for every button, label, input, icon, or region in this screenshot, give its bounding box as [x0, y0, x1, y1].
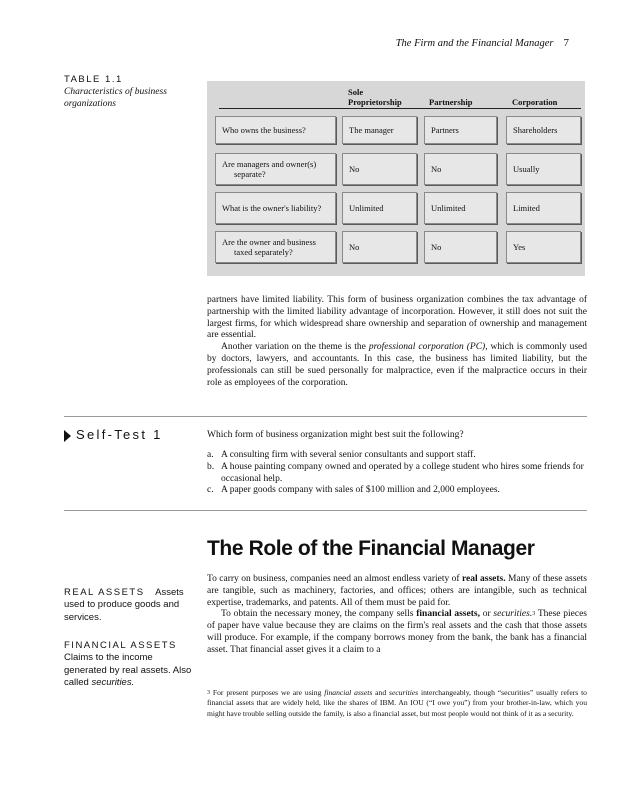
self-test-label: Self-Test 1: [76, 427, 163, 442]
divider: [64, 510, 587, 511]
table-cell: No: [424, 153, 497, 185]
section-heading: The Role of the Financial Manager: [207, 537, 535, 560]
table-cell: Partners: [424, 116, 497, 144]
self-test-list: [207, 450, 587, 497]
table-cell: No: [342, 153, 417, 185]
section-body: [207, 574, 587, 657]
running-title: The Firm and the Financial Manager: [395, 38, 554, 49]
running-header: [396, 37, 569, 49]
table-caption: [64, 74, 184, 110]
col-header-partnership: Partnership: [429, 97, 473, 107]
table-label: TABLE 1.1: [64, 74, 123, 85]
table-title: Characteristics of business organizations: [64, 87, 167, 109]
table-cell: Shareholders: [506, 116, 581, 144]
paragraph-1: partners have limited liability. This form of business organization combines the tax advantage of partnership with the limited liability advantage of incorporation. However, it still does not suit the largest firms, for which widespread share ownership and separation of ownership and management are essential.: [207, 295, 587, 341]
section-paragraph-2: To obtain the necessary money, the company sells financial assets, or securities.$^3$ These pieces of paper have value because they are claims on the firm's real assets and the cash that those assets will produce. For example, if the company borrows money from the bank, the bank has a financial asset. That financial asset gives it a claim to a: [207, 609, 587, 655]
list-item: a. A consulting firm with several senior consultants and support staff.: [207, 450, 476, 460]
table-cell: Unlimited: [342, 192, 417, 224]
self-test-question: Which form of business organization might best suit the following?: [207, 430, 464, 440]
table-cell: The manager: [342, 116, 417, 144]
table-header-rule: [219, 108, 581, 109]
table-cell: No: [342, 231, 417, 263]
page-number: 7: [563, 37, 569, 49]
divider: [64, 416, 587, 417]
table-row-question: Are the owner and business taxed separately?: [215, 231, 336, 263]
body-paragraph: [207, 295, 587, 389]
table-row-question: Are managers and owner(s) separate?: [215, 153, 336, 185]
table-row-question: What is the owner's liability?: [215, 192, 336, 224]
table-cell: Yes: [506, 231, 581, 263]
table-row-question: Who owns the business?: [215, 116, 336, 144]
paragraph-2: Another variation on the theme is the professional corporation (PC), which is commonly used by doctors, lawyers, and accountants. In this case, the business has limited liability, but the professionals can still be sued personally for malpractice, even if the malpractice occurs in their role as employees of the corporation.: [207, 342, 588, 388]
col-header-sole: Sole Proprietorship: [348, 87, 402, 107]
glossary-entry-real-assets: REAL ASSETS Assets used to produce goods and services.: [64, 587, 184, 623]
col-header-corporation: Corporation: [512, 97, 558, 107]
table-cell: Usually: [506, 153, 581, 185]
play-arrow-icon: [64, 430, 71, 442]
list-item: b. A house painting company owned and operated by a college student who hires some friends for occasional help.: [207, 461, 584, 484]
footnote: $^3$ For present purposes we are using financial assets and securities interchangeably, though “securities” usually refers to financial assets that are widely held, like the shares of IBM. An IOU (“I owe you”) from your brother-in-law, which you might have trouble selling outside the family, is also a financial asset, but most people would not think of it as a security.: [207, 688, 587, 718]
section-paragraph-1: To carry on business, companies need an almost endless variety of real assets. Many of these assets are tangible, such as machinery, factories, and offices; others are intangible, such as technical expertise, trademarks, and patents. All of them must be paid for.: [207, 574, 587, 608]
table-cell: Unlimited: [424, 192, 497, 224]
list-item: c. A paper goods company with sales of $100 million and 2,000 employees.: [207, 485, 500, 496]
glossary-entry-financial-assets: FINANCIAL ASSETS Claims to the income generated by real assets. Also called securities.: [64, 640, 192, 688]
table-cell: Limited: [506, 192, 581, 224]
table-cell: No: [424, 231, 497, 263]
